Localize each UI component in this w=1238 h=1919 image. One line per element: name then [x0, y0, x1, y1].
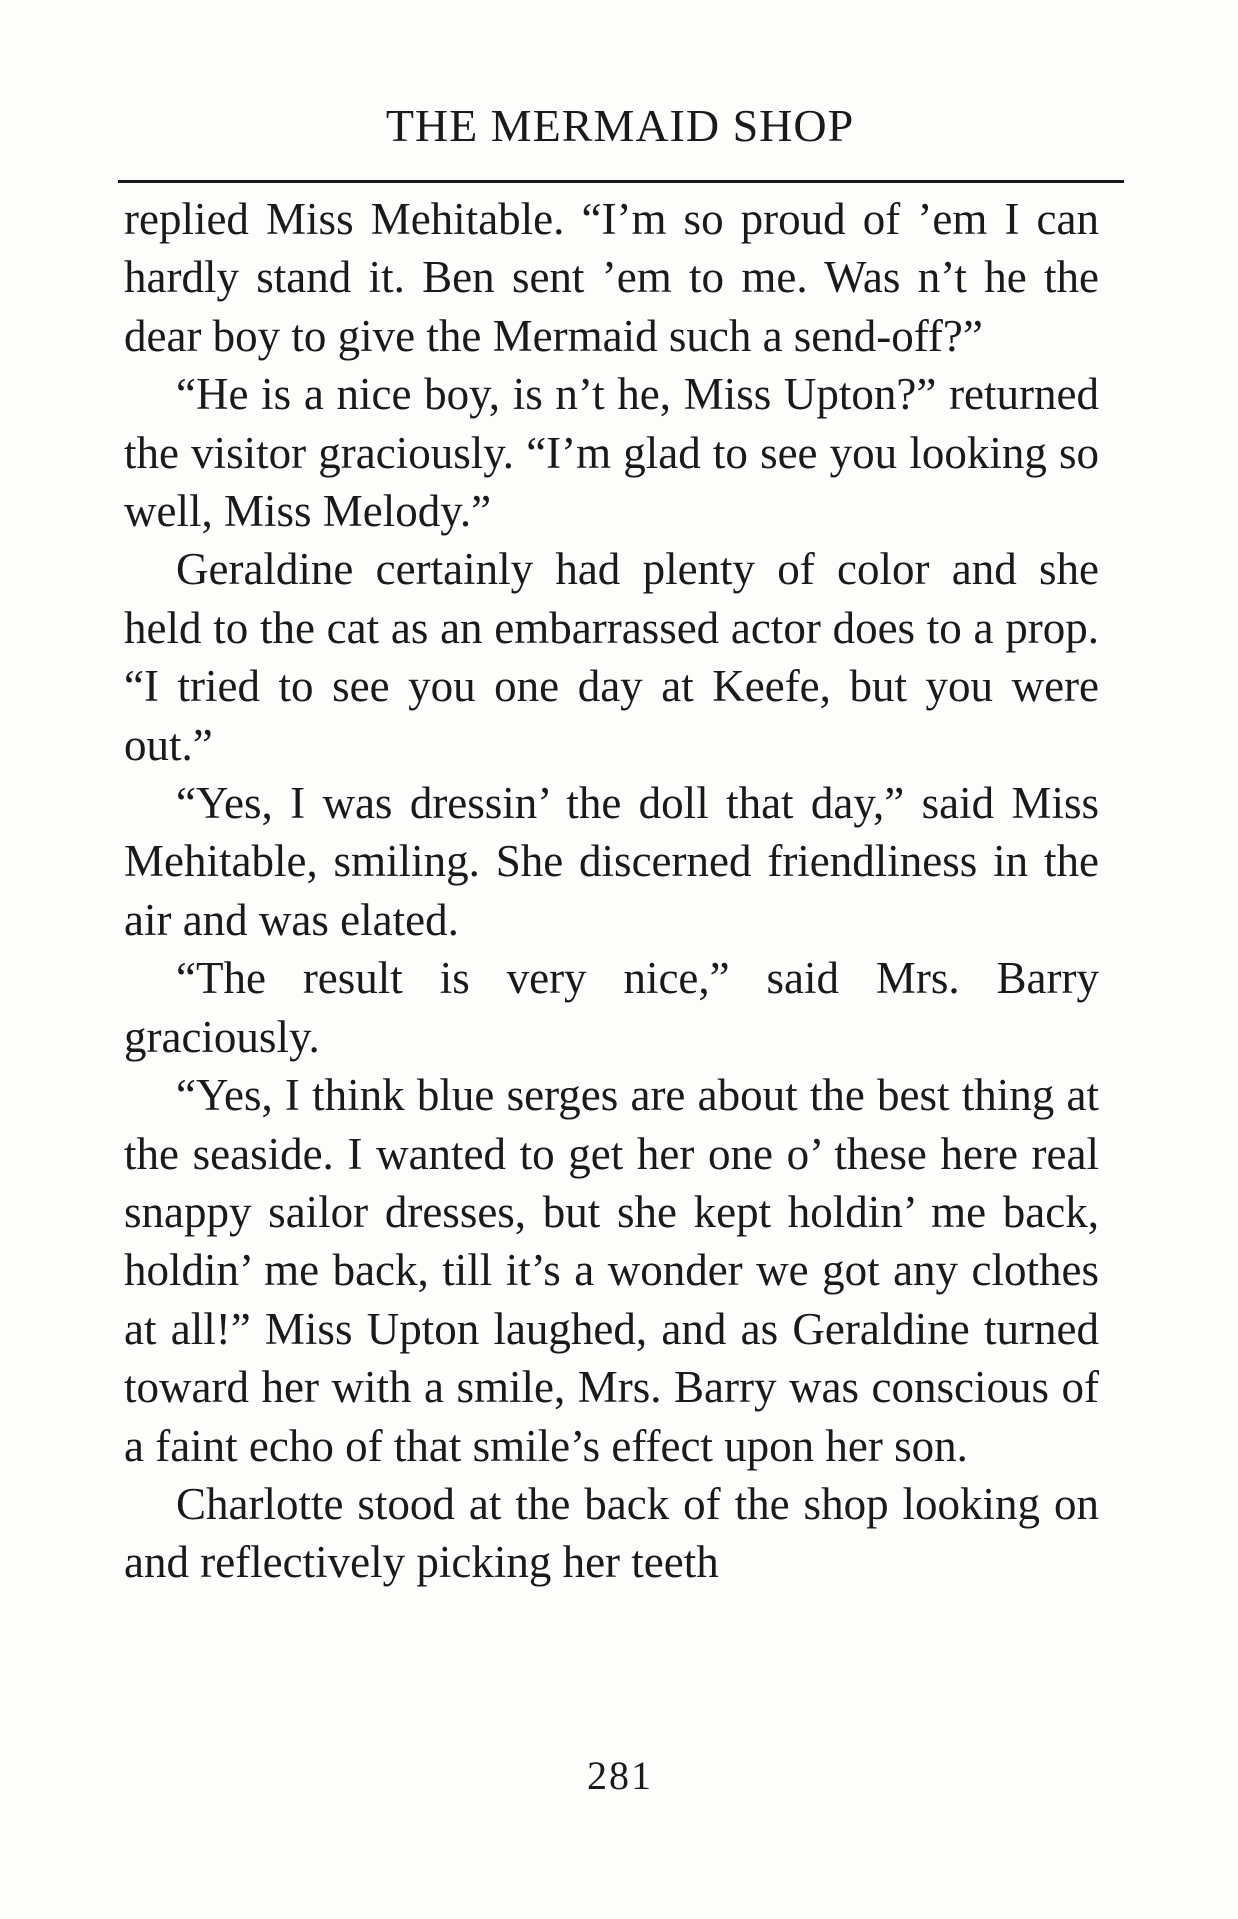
- paragraph-6: “Yes, I think blue serges are about the best thing at the seaside. I wanted to get her one o’ these here real snappy sailor dresses, but she kept holdin’ me back, holdin’ me back, till it’s a wonder we got any clothes at all!” Miss Upton laughed, and as Geraldine turned toward her with a smile, Mrs. Barry was conscious of a faint echo of that smile’s effect upon her son.: [124, 1070, 1099, 1471]
- running-head: THE MERMAID SHOP: [385, 100, 855, 151]
- paragraph-7: Charlotte stood at the back of the shop looking on and reflectively picking her teeth: [124, 1478, 1099, 1588]
- page-number: 281: [587, 1753, 653, 1798]
- paragraph-5: “The result is very nice,” said Mrs. Barry graciously.: [124, 953, 1099, 1062]
- paragraph-3: Geraldine certainly had plenty of color and she held to the cat as an embarrassed actor does to a prop. “I tried to see you one day at Keefe, but you were out.”: [124, 544, 1099, 770]
- paragraph-4: “Yes, I was dressin’ the doll that day,” said Miss Mehitable, smiling. She discerned friendliness in the air and was elated.: [124, 778, 1099, 945]
- paragraph-1: replied Miss Mehitable. “I’m so proud of ’em I can hardly stand it. Ben sent ’em to me. Was n’t he the dear boy to give the Mermaid such a send-off?”: [124, 194, 1099, 361]
- paragraph-2: “He is a nice boy, is n’t he, Miss Upton?” returned the visitor graciously. “I’m glad to see you looking so well, Miss Melody.”: [124, 369, 1099, 537]
- body-text: [124, 190, 1099, 1592]
- header-rule: [118, 180, 1124, 183]
